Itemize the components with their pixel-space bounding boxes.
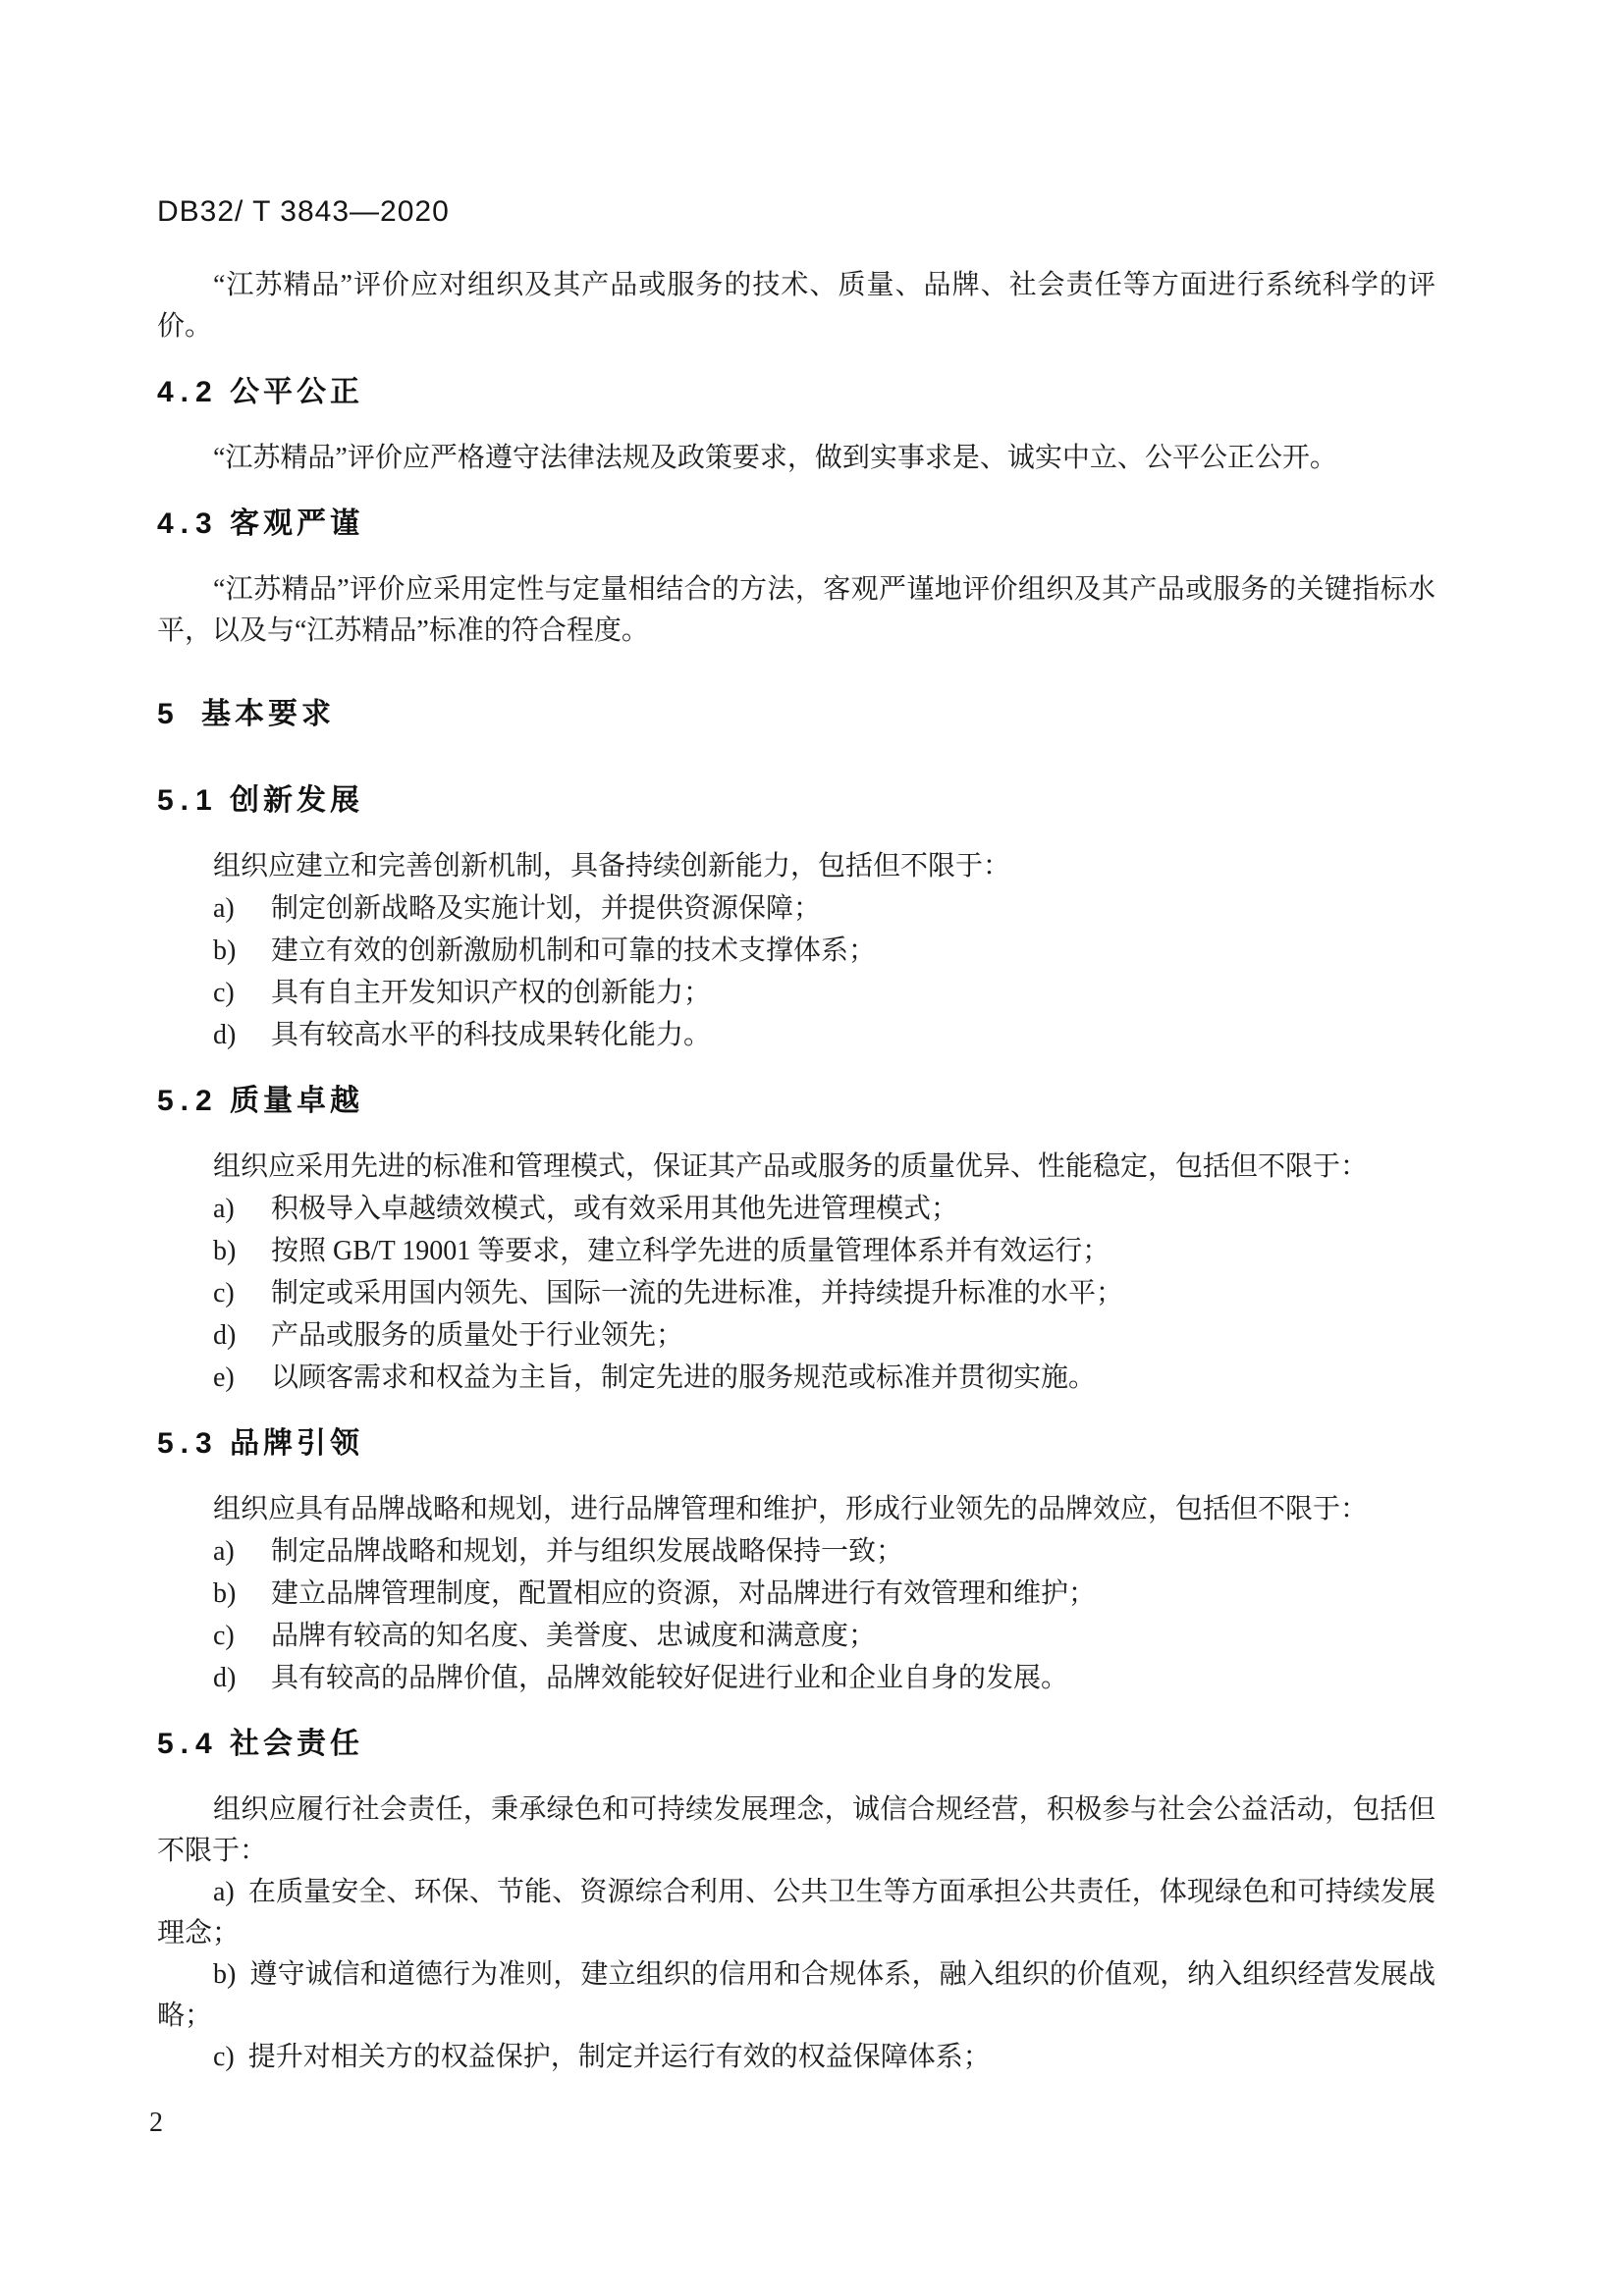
list-item-text: 具有较高水平的科技成果转化能力。 [271, 1020, 712, 1050]
list-item [157, 1872, 1435, 1954]
list-item-label: a) [213, 893, 235, 924]
intro-paragraph: “江苏精品”评价应对组织及其产品或服务的技术、质量、品牌、社会责任等方面进行系统科学的评价。 [157, 270, 1435, 342]
list-item [157, 1272, 1435, 1314]
doc-code: DB32/ T 3843—2020 [157, 195, 450, 228]
list-item-text: 具有较高的品牌价值，品牌效能较好促进行业和企业自身的发展。 [271, 1663, 1069, 1693]
list-item [157, 1615, 1435, 1657]
chapter-heading-5 [157, 693, 1435, 736]
section-heading-5-1 [157, 779, 1435, 823]
heading-title: 质量卓越 [230, 1085, 363, 1117]
list-item [157, 887, 1435, 930]
heading-number: 5.4 [157, 1728, 219, 1760]
heading-title: 基本要求 [201, 698, 335, 730]
section-heading-5-4 [157, 1723, 1435, 1766]
list-item-text: 品牌有较高的知名度、美誉度、忠诚度和满意度； [271, 1621, 877, 1651]
list-item-text: 遵守诚信和道德行为准则，建立组织的信用和合规体系，融入组织的价值观，纳入组织经营发展战略； [157, 1959, 1435, 2031]
list-item-text: 制定创新战略及实施计划，并提供资源保障； [271, 893, 822, 924]
list-item-text: 以顾客需求和权益为主旨，制定先进的服务规范或标准并贯彻实施。 [271, 1362, 1097, 1393]
list-5-4 [157, 1872, 1435, 2078]
list-item-label: c) [213, 2042, 235, 2072]
list-item-label: e) [213, 1362, 235, 1393]
list-item-label: b) [213, 1959, 237, 1990]
list-item-label: b) [213, 1236, 237, 1266]
list-item-label: d) [213, 1020, 237, 1050]
list-item [157, 1657, 1435, 1699]
page-number: 2 [149, 2108, 163, 2138]
list-item-text: 建立有效的创新激励机制和可靠的技术支撑体系； [271, 935, 877, 966]
list-item [157, 1954, 1435, 2037]
list-item-label: b) [213, 935, 237, 966]
heading-title: 公平公正 [230, 376, 363, 408]
heading-title: 客观严谨 [230, 507, 363, 540]
list-item [157, 972, 1435, 1014]
section-heading-4-3 [157, 503, 1435, 546]
list-item-text: 提升对相关方的权益保护，制定并运行有效的权益保障体系； [247, 2042, 991, 2072]
list-item-label: c) [213, 1278, 235, 1308]
list-item-text: 在质量安全、环保、节能、资源综合利用、公共卫生等方面承担公共责任，体现绿色和可持续发展理念； [157, 1877, 1435, 1949]
heading-title: 社会责任 [230, 1728, 363, 1760]
section-lead-5-3: 组织应具有品牌战略和规划，进行品牌管理和维护，形成行业领先的品牌效应，包括但不限于： [213, 1494, 1369, 1524]
list-item-label: d) [213, 1663, 237, 1693]
list-item-text: 制定品牌战略和规划，并与组织发展战略保持一致； [271, 1536, 904, 1567]
list-item-text: 建立品牌管理制度，配置相应的资源，对品牌进行有效管理和维护； [271, 1578, 1097, 1609]
list-item-text: 按照 GB/T 19001 等要求，建立科学先进的质量管理体系并有效运行； [271, 1236, 1110, 1266]
section-heading-5-3 [157, 1422, 1435, 1466]
heading-number: 4.2 [157, 376, 219, 408]
list-item [157, 1188, 1435, 1230]
list-item-label: a) [213, 1194, 235, 1224]
list-item-label: c) [213, 978, 235, 1008]
list-item-label: a) [213, 1536, 235, 1567]
list-5-2 [157, 1188, 1435, 1399]
list-item [157, 1530, 1435, 1573]
list-item [157, 1014, 1435, 1056]
heading-number: 5.2 [157, 1085, 219, 1117]
heading-number: 4.3 [157, 507, 219, 540]
list-item-label: d) [213, 1320, 237, 1351]
heading-number: 5.1 [157, 784, 219, 817]
list-item [157, 930, 1435, 972]
list-item [157, 1314, 1435, 1357]
heading-title: 创新发展 [230, 784, 363, 817]
list-item-text: 具有自主开发知识产权的创新能力； [271, 978, 712, 1008]
section-paragraph-4-3: “江苏精品”评价应采用定性与定量相结合的方法，客观严谨地评价组织及其产品或服务的关键指标水平，以及与“江苏精品”标准的符合程度。 [157, 574, 1435, 646]
list-item [157, 1573, 1435, 1615]
heading-title: 品牌引领 [230, 1427, 363, 1460]
section-paragraph-4-2: “江苏精品”评价应严格遵守法律法规及政策要求，做到实事求是、诚实中立、公平公正公开。 [213, 443, 1337, 473]
list-item-label: b) [213, 1578, 237, 1609]
list-item [157, 1230, 1435, 1272]
list-item-label: c) [213, 1621, 235, 1651]
list-item-text: 产品或服务的质量处于行业领先； [271, 1320, 684, 1351]
section-lead-5-1: 组织应建立和完善创新机制，具备持续创新能力，包括但不限于： [213, 851, 1011, 881]
list-5-3 [157, 1530, 1435, 1699]
list-5-1 [157, 887, 1435, 1056]
list-item-text: 积极导入卓越绩效模式，或有效采用其他先进管理模式； [271, 1194, 959, 1224]
section-lead-5-4: 组织应履行社会责任，秉承绿色和可持续发展理念，诚信合规经营，积极参与社会公益活动，包括但不限于： [157, 1794, 1435, 1866]
list-item-label: a) [213, 1877, 235, 1907]
heading-number: 5.3 [157, 1427, 219, 1460]
list-item [157, 2037, 1435, 2078]
section-heading-4-2 [157, 371, 1435, 414]
list-item [157, 1357, 1435, 1399]
list-item-text: 制定或采用国内领先、国际一流的先进标准，并持续提升标准的水平； [271, 1278, 1124, 1308]
section-heading-5-2 [157, 1080, 1435, 1123]
section-lead-5-2: 组织应采用先进的标准和管理模式，保证其产品或服务的质量优异、性能稳定，包括但不限于： [213, 1151, 1369, 1182]
heading-number: 5 [157, 698, 174, 730]
